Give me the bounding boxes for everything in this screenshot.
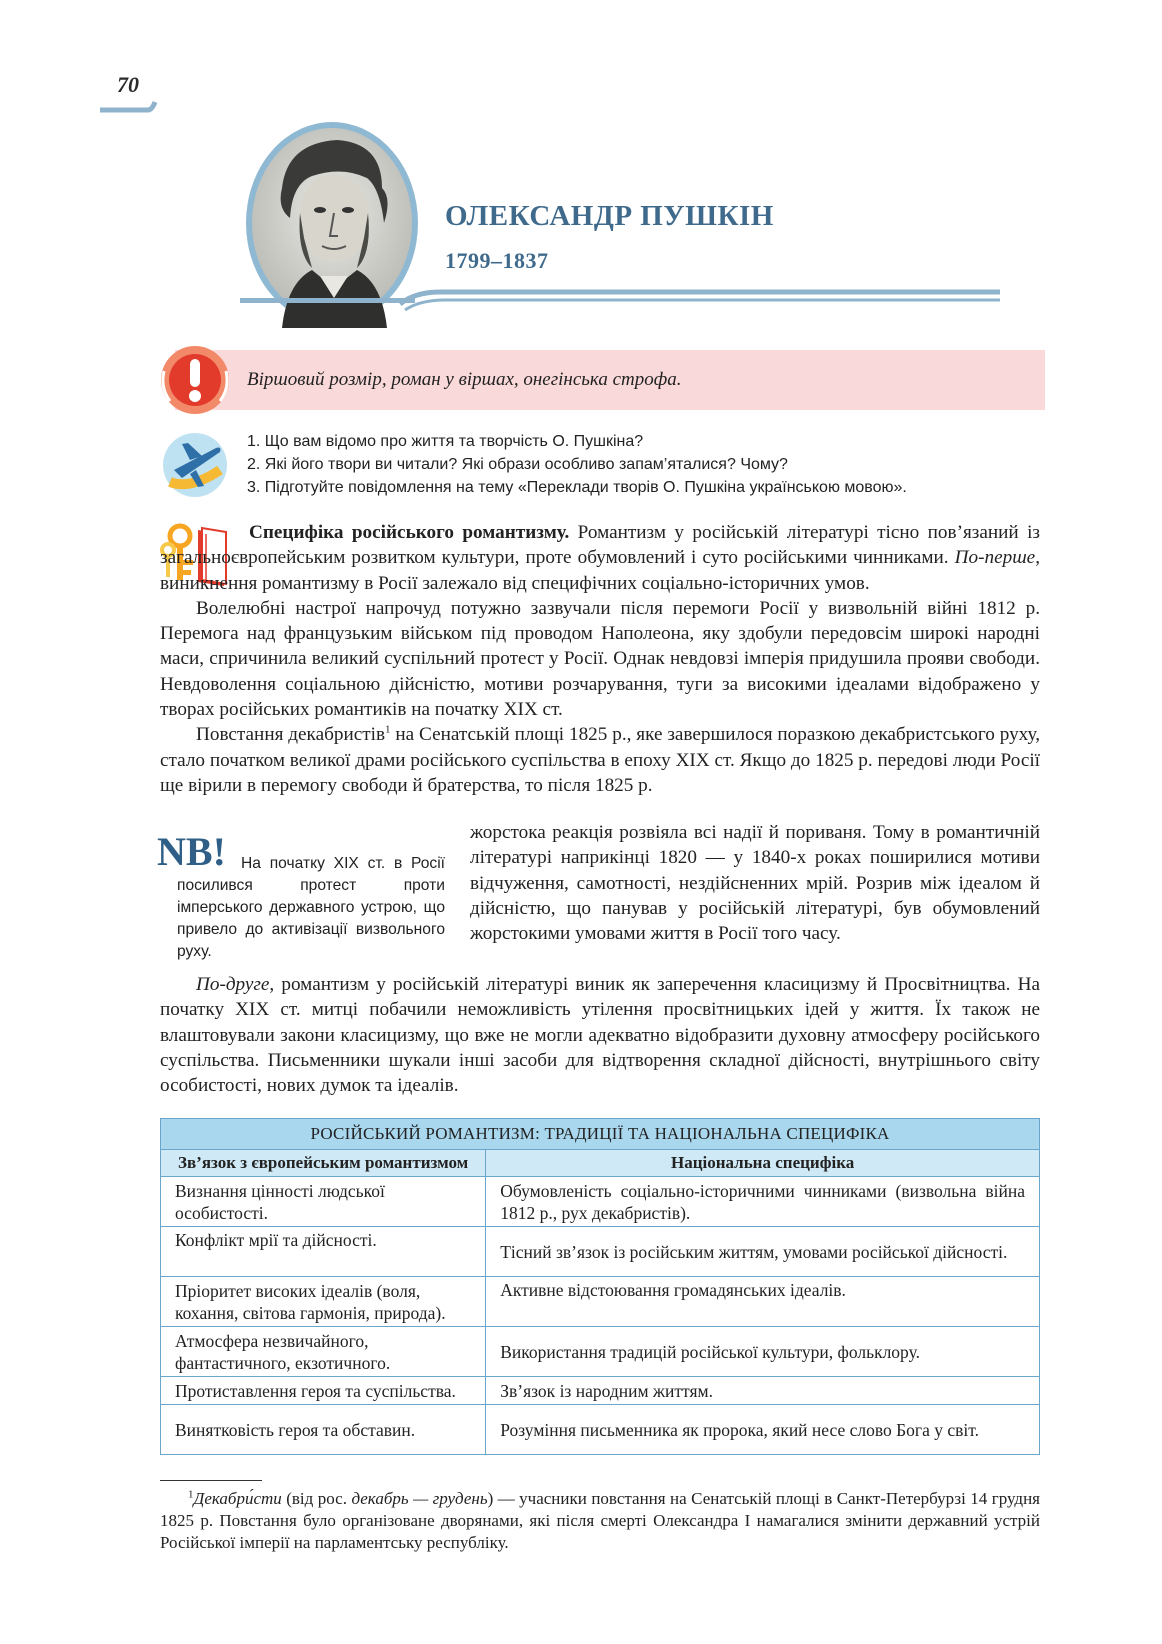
footnote-origin: декабрь — грудень — [351, 1489, 488, 1508]
table-cell: Винятковість героя та обставин. — [161, 1405, 486, 1455]
author-years: 1799–1837 — [445, 248, 549, 273]
romanticism-table — [160, 1118, 1040, 1455]
section-intro — [160, 520, 1040, 596]
footnote-ref[interactable]: 1 — [385, 723, 391, 736]
table-cell: Використання традицій російської культури, фольклору. — [486, 1327, 1040, 1377]
paragraph-2: Волелюбні настрої напрочуд потужно зазвучали після перемоги Росії у визвольній війні 1812 р. Перемога над французьким військом під проводом Наполеона, яку здобули передовсім широкі народні маси, спричинила великий суспільний протест у Росії. Однак невдовзі імперія придушила прояви свободи. Невдоволення соціальною дійсністю, мотиви розчарування, туги за високими ідеалами відображено у творах російських романтиків на початку XIX ст. — [160, 597, 1040, 721]
footnote-text-b: ) — учасники повстання на Сенатській площі в Санкт-Петербурзі 14 грудня 1825 р. Повстання було організоване дворянами, які після смерті Олександра I намагалися змінити державний устрій Російської імперії на парламентську республіку. — [160, 1489, 1040, 1552]
p3-text-cont: на Сенатській площі 1825 р., яке завершилося поразкою декабристського руху, стало початком великої драми російського суспільства в епоху XIX ст. Якщо до 1825 р. передові люди Росії ще вірили в перемогу свободи й братерства, то після 1825 р. — [160, 724, 1041, 796]
question-item: 2. Які його твори ви читали? Які образи особливо запам’яталися? Чому? — [247, 456, 788, 473]
intro-text: Романтизм у російській літературі тісно пов’язаний із загальноєвропейським розвитком культури, проте обумовлений і суто російськими чинниками. — [160, 522, 1040, 569]
intro-text-cont: , виникнення романтизму в Росії залежало від специфічних соціально-історичних умов. — [160, 547, 1040, 594]
header-underline-decoration — [240, 288, 1040, 318]
airplane-icon — [160, 430, 230, 500]
author-name: ОЛЕКСАНДР ПУШКІН — [445, 200, 774, 232]
table-title: РОСІЙСЬКИЙ РОМАНТИЗМ: ТРАДИЦІЇ ТА НАЦІОНАЛЬНА СПЕЦИФІКА — [161, 1119, 1040, 1150]
table-cell: Конфлікт мрії та дійсності. — [161, 1227, 486, 1277]
paragraph-3-cont: жорстока реакція розвіяла всі надії й пориваня. Тому в романтичній літературі наприкінці 1820 — у 1840-х роках поширилися мотиви відчуження, самотності, нездійсненних мрій. Розрив між ідеалом й дійсністю, що панував у російській літературі, був обумовлений жорстокими умовами життя в Росії того часу. — [470, 822, 1040, 945]
paragraph-4-block — [160, 972, 1040, 1098]
footnote-divider — [160, 1480, 262, 1481]
table-cell: Зв’язок із народним життям. — [486, 1377, 1040, 1405]
table-cell: Обумовленість соціально-історичними чинниками (визвольна війна 1812 р., рух декабристів). — [486, 1177, 1040, 1227]
footnote-number: 1 — [188, 1488, 194, 1501]
table-row — [161, 1177, 1040, 1227]
table-cell: Протиставлення героя та суспільства. — [161, 1377, 486, 1405]
nb-logo-text: NB! — [157, 831, 226, 869]
p3-text: Повстання декабристів — [196, 724, 386, 746]
table-cell: Розуміння письменника як пророка, який несе слово Бога у світ. — [486, 1405, 1040, 1455]
paragraph-3-column — [470, 820, 1040, 946]
page-number: 70 — [117, 72, 139, 97]
p4-second: По-друге — [196, 974, 270, 995]
table-row — [161, 1377, 1040, 1405]
question-item: 3. Підготуйте повідомлення на тему «Переклади творів О. Пушкіна українською мовою». — [247, 479, 907, 496]
nb-note: На початку XIX ст. в Росії посилився протест проти імперського державного устрою, що привело до активізації визвольного руху. — [177, 855, 445, 960]
column-header-national: Національна специфіка — [486, 1150, 1040, 1177]
questions-list — [247, 430, 907, 499]
table-row — [161, 1227, 1040, 1277]
table-cell: Пріоритет високих ідеалів (воля, кохання, світова гармонія, природа). — [161, 1277, 486, 1327]
p4-text: , романтизм у російській літературі виник як заперечення класицизму й Просвітництва. На початку XIX ст. митці побачили неможливість утілення просвітницьких ідей у життя. Їх також не влаштовували закони класицизму, що вже не могли адекватно відобразити духовну атмосферу російського суспільства. Письменники шукали інші засоби для відтворення складної дійсності, внутрішнього світу особистості, нових думок та ідеалів. — [160, 974, 1040, 1097]
question-item: 1. Що вам відомо про життя та творчість О. Пушкіна? — [247, 433, 644, 450]
table-cell: Атмосфера незвичайного, фантастичного, екзотичного. — [161, 1327, 486, 1377]
section-heading: Специфіка російського романтизму. — [249, 522, 570, 543]
footnote — [160, 1488, 1040, 1554]
table-row — [161, 1405, 1040, 1455]
page-corner-decoration — [100, 98, 160, 118]
intro-first: По-перше — [954, 547, 1036, 569]
key-terms-text: Віршовий розмір, роман у віршах, онегінська строфа. — [247, 369, 682, 390]
paragraph-3 — [160, 722, 1040, 798]
table-row — [161, 1277, 1040, 1327]
paragraph-4 — [160, 972, 1040, 1098]
footnote-text-a: (від рос. — [281, 1489, 352, 1508]
table-cell: Визнання цінності людської особистості. — [161, 1177, 486, 1227]
section-text — [160, 520, 1040, 798]
footnote-term: Декабри́сти — [193, 1489, 282, 1508]
column-header-european: Зв’язок з європейським романтизмом — [161, 1150, 486, 1177]
table-cell: Активне відстоювання громадянських ідеалів. — [486, 1277, 1040, 1327]
table-row — [161, 1327, 1040, 1377]
exclamation-icon — [158, 343, 232, 417]
table-cell: Тісний зв’язок із російським життям, умовами російської дійсності. — [486, 1227, 1040, 1277]
